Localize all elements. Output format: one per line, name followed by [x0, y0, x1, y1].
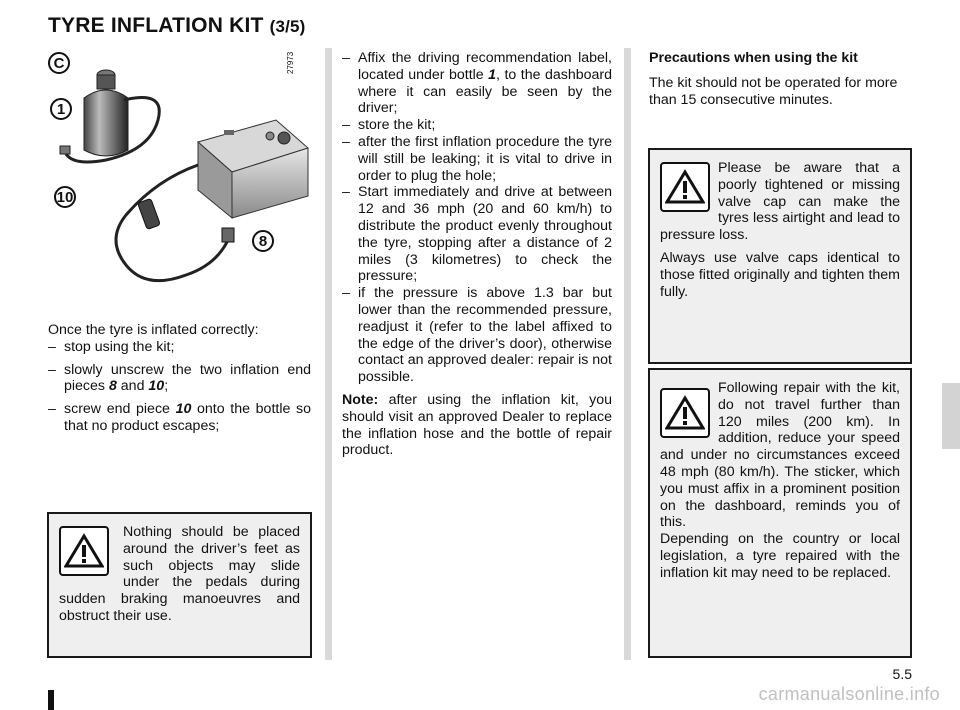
step-affix-label: – Affix the driving recommendation label, located under bottle 1, to the dashboard where it can easily be seen by the driver; [342, 50, 612, 117]
warning-repair-text-1: Following repair with the kit, do not travel further than 120 miles (200 km). In addition, reduce your speed and under no circumstances exceed 48 mph (80 km/h). The sticker, which you must affix in a prominent position on the dashboard, reminds you of this. [660, 380, 900, 531]
column2-text [342, 50, 612, 465]
warning-box-after-repair [648, 368, 912, 658]
warning-repair-text-2: Depending on the country or local legislation, a tyre repaired with the inflation kit may need to be replaced. [660, 531, 900, 581]
column-divider-right [624, 48, 631, 660]
warning-feet-text: Nothing should be placed around the driver’s feet as such objects may slide under the pedals during sudden braking manoeuvres and obstruct their use. [59, 524, 300, 624]
section-tab-marker [942, 383, 960, 449]
page-number: 5.5 [892, 666, 912, 682]
step-drive-speed: – Start immediately and drive at between 12 and 36 mph (20 and 60 km/h) to distribute the product evenly throughout the tyre, stopping after a distance of 2 miles (3 kilometres) to check the pressure; [342, 184, 612, 285]
warning-valve-text-2: Always use valve caps identical to those fitted originally and tighten them fully. [660, 249, 900, 300]
warning-triangle-icon [660, 162, 710, 212]
step-store-kit: – store the kit; [342, 117, 612, 134]
column1-text [48, 322, 311, 441]
precautions-heading: Precautions when using the kit [649, 50, 858, 66]
step-unscrew-end-pieces: – slowly unscrew the two inflation end pieces 8 and 10; [48, 362, 311, 396]
step-check-pressure: – if the pressure is above 1.3 bar but lower than the recommended pressure, readjust it (refer to the label affixed to the edge of the driver’s door), otherwise contact an approved dealer: repair is not possible. [342, 285, 612, 386]
warning-valve-text-1: Please be aware that a poorly tightened or missing valve cap can make the tyres less airtight and lead to pressure loss. [660, 160, 900, 244]
inflation-kit-drawing [46, 50, 310, 302]
precautions-text: The kit should not be operated for more than 15 consecutive minutes. [649, 74, 898, 108]
inflated-intro: Once the tyre is inflated correctly: [48, 322, 259, 338]
figure-label-c: C [48, 52, 70, 74]
title-text: TYRE INFLATION KIT [48, 14, 264, 37]
step-drive-to-plug: – after the first inflation procedure the tyre will still be leaking; it is vital to drive in order to plug the hole; [342, 134, 612, 184]
callout-bottle-1: 1 [50, 98, 72, 120]
title-part-indicator: (3/5) [269, 17, 306, 36]
callout-end-piece-10: 10 [54, 186, 76, 208]
page-title [48, 14, 306, 38]
figure-reference-code: 27973 [286, 51, 295, 74]
note-paragraph: Note: after using the inflation kit, you should visit an approved Dealer to replace the inflation hose and the bottle of repair product. [342, 391, 612, 459]
step-stop-kit: – stop using the kit; [48, 339, 311, 356]
column3-text [649, 50, 913, 114]
watermark: carmanualsonline.info [758, 684, 940, 704]
column-divider-left [325, 48, 332, 660]
page-corner-mark [48, 690, 54, 710]
warning-triangle-icon [59, 526, 109, 576]
warning-triangle-icon [660, 388, 710, 438]
warning-box-driver-feet [47, 512, 312, 658]
step-screw-end-piece: – screw end piece 10 onto the bottle so that no product escapes; [48, 401, 311, 435]
inflation-kit-illustration [46, 50, 310, 302]
callout-end-piece-8: 8 [252, 230, 274, 252]
warning-box-valve-caps [648, 148, 912, 364]
